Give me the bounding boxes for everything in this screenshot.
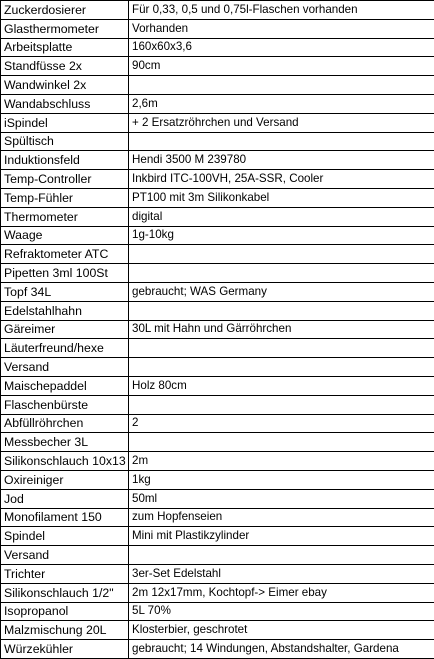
table-row bbox=[1, 282, 434, 301]
item-detail-cell[interactable]: 2 bbox=[129, 414, 434, 433]
item-name-cell[interactable]: Thermometer bbox=[1, 207, 129, 226]
table-row bbox=[1, 640, 434, 659]
item-name-cell[interactable]: Jod bbox=[1, 489, 129, 508]
item-name-cell[interactable]: Induktionsfeld bbox=[1, 151, 129, 170]
item-name-cell[interactable]: Spindel bbox=[1, 527, 129, 546]
item-name-cell[interactable]: Temp-Fühler bbox=[1, 188, 129, 207]
item-detail-cell[interactable] bbox=[129, 433, 434, 452]
item-detail-cell[interactable]: 1kg bbox=[129, 470, 434, 489]
item-name-cell[interactable]: Temp-Controller bbox=[1, 170, 129, 189]
item-name-cell[interactable]: Monofilament 150 bbox=[1, 508, 129, 527]
item-detail-cell[interactable] bbox=[129, 76, 434, 95]
table-row bbox=[1, 358, 434, 377]
item-name-cell[interactable]: Silikonschlauch 10x13 bbox=[1, 452, 129, 471]
item-name-cell[interactable]: Zuckerdosierer bbox=[1, 1, 129, 20]
item-detail-cell[interactable]: 90cm bbox=[129, 57, 434, 76]
item-detail-cell[interactable] bbox=[129, 395, 434, 414]
table-row bbox=[1, 376, 434, 395]
item-detail-cell[interactable]: gebraucht; 14 Windungen, Abstandshalter, Gardena bbox=[129, 640, 434, 659]
table-row bbox=[1, 564, 434, 583]
table-row bbox=[1, 226, 434, 245]
item-name-cell[interactable]: Glasthermometer bbox=[1, 19, 129, 38]
table-row bbox=[1, 546, 434, 565]
item-name-cell[interactable]: Arbeitsplatte bbox=[1, 38, 129, 57]
table-row bbox=[1, 470, 434, 489]
item-name-cell[interactable]: Wandwinkel 2x bbox=[1, 76, 129, 95]
table-row bbox=[1, 452, 434, 471]
item-name-cell[interactable]: Flaschenbürste bbox=[1, 395, 129, 414]
item-name-cell[interactable]: Spültisch bbox=[1, 132, 129, 151]
item-detail-cell[interactable]: 2,6m bbox=[129, 94, 434, 113]
item-name-cell[interactable]: iSpindel bbox=[1, 113, 129, 132]
table-row bbox=[1, 38, 434, 57]
item-name-cell[interactable]: Refraktometer ATC bbox=[1, 245, 129, 264]
item-detail-cell[interactable] bbox=[129, 264, 434, 283]
item-detail-cell[interactable]: Vorhanden bbox=[129, 19, 434, 38]
table-row bbox=[1, 339, 434, 358]
item-detail-cell[interactable]: Klosterbier, geschrotet bbox=[129, 621, 434, 640]
item-name-cell[interactable]: Abfüllröhrchen bbox=[1, 414, 129, 433]
item-detail-cell[interactable]: 1g-10kg bbox=[129, 226, 434, 245]
item-detail-cell[interactable]: Mini mit Plastikzylinder bbox=[129, 527, 434, 546]
table-row bbox=[1, 414, 434, 433]
item-detail-cell[interactable]: 2m 12x17mm, Kochtopf-> Eimer ebay bbox=[129, 583, 434, 602]
item-name-cell[interactable]: Gäreimer bbox=[1, 320, 129, 339]
item-detail-cell[interactable]: Für 0,33, 0,5 und 0,75l-Flaschen vorhanden bbox=[129, 1, 434, 20]
table-row bbox=[1, 76, 434, 95]
table-row bbox=[1, 207, 434, 226]
item-name-cell[interactable]: Trichter bbox=[1, 564, 129, 583]
table-row bbox=[1, 433, 434, 452]
item-name-cell[interactable]: Würzekühler bbox=[1, 640, 129, 659]
item-detail-cell[interactable]: Inkbird ITC-100VH, 25A-SSR, Cooler bbox=[129, 170, 434, 189]
item-detail-cell[interactable]: 3er-Set Edelstahl bbox=[129, 564, 434, 583]
table-row bbox=[1, 489, 434, 508]
table-row bbox=[1, 19, 434, 38]
item-detail-cell[interactable]: zum Hopfenseien bbox=[129, 508, 434, 527]
item-name-cell[interactable]: Versand bbox=[1, 358, 129, 377]
item-detail-cell[interactable]: 2m bbox=[129, 452, 434, 471]
table-row bbox=[1, 395, 434, 414]
item-detail-cell[interactable] bbox=[129, 358, 434, 377]
item-name-cell[interactable]: Silikonschlauch 1/2" bbox=[1, 583, 129, 602]
table-row bbox=[1, 94, 434, 113]
item-name-cell[interactable]: Standfüsse 2x bbox=[1, 57, 129, 76]
item-detail-cell[interactable]: 5L 70% bbox=[129, 602, 434, 621]
table-row bbox=[1, 113, 434, 132]
item-name-cell[interactable]: Malzmischung 20L bbox=[1, 621, 129, 640]
item-name-cell[interactable]: Waage bbox=[1, 226, 129, 245]
item-detail-cell[interactable] bbox=[129, 546, 434, 565]
item-detail-cell[interactable] bbox=[129, 339, 434, 358]
item-detail-cell[interactable] bbox=[129, 132, 434, 151]
item-name-cell[interactable]: Wandabschluss bbox=[1, 94, 129, 113]
item-detail-cell[interactable]: Holz 80cm bbox=[129, 376, 434, 395]
item-detail-cell[interactable]: PT100 mit 3m Silikonkabel bbox=[129, 188, 434, 207]
table-row bbox=[1, 602, 434, 621]
table-row bbox=[1, 188, 434, 207]
item-detail-cell[interactable]: 50ml bbox=[129, 489, 434, 508]
item-name-cell[interactable]: Messbecher 3L bbox=[1, 433, 129, 452]
item-name-cell[interactable]: Läuterfreund/hexe bbox=[1, 339, 129, 358]
table-row bbox=[1, 527, 434, 546]
item-name-cell[interactable]: Topf 34L bbox=[1, 282, 129, 301]
item-detail-cell[interactable] bbox=[129, 245, 434, 264]
item-name-cell[interactable]: Isopropanol bbox=[1, 602, 129, 621]
table-row bbox=[1, 57, 434, 76]
item-detail-cell[interactable]: gebraucht; WAS Germany bbox=[129, 282, 434, 301]
item-detail-cell[interactable]: 160x60x3,6 bbox=[129, 38, 434, 57]
table-row bbox=[1, 621, 434, 640]
equipment-table-body bbox=[1, 1, 434, 659]
table-row bbox=[1, 170, 434, 189]
table-row bbox=[1, 132, 434, 151]
table-row bbox=[1, 583, 434, 602]
item-detail-cell[interactable]: Hendi 3500 M 239780 bbox=[129, 151, 434, 170]
table-row bbox=[1, 245, 434, 264]
item-detail-cell[interactable]: digital bbox=[129, 207, 434, 226]
item-name-cell[interactable]: Oxireiniger bbox=[1, 470, 129, 489]
item-detail-cell[interactable]: 30L mit Hahn und Gärröhrchen bbox=[129, 320, 434, 339]
item-name-cell[interactable]: Pipetten 3ml 100St bbox=[1, 264, 129, 283]
table-row bbox=[1, 320, 434, 339]
item-name-cell[interactable]: Versand bbox=[1, 546, 129, 565]
table-row bbox=[1, 301, 434, 320]
item-name-cell[interactable]: Edelstahlhahn bbox=[1, 301, 129, 320]
table-row bbox=[1, 151, 434, 170]
table-row bbox=[1, 1, 434, 20]
item-detail-cell[interactable] bbox=[129, 301, 434, 320]
item-name-cell[interactable]: Maischepaddel bbox=[1, 376, 129, 395]
item-detail-cell[interactable]: + 2 Ersatzröhrchen und Versand bbox=[129, 113, 434, 132]
table-row bbox=[1, 508, 434, 527]
table-row bbox=[1, 264, 434, 283]
